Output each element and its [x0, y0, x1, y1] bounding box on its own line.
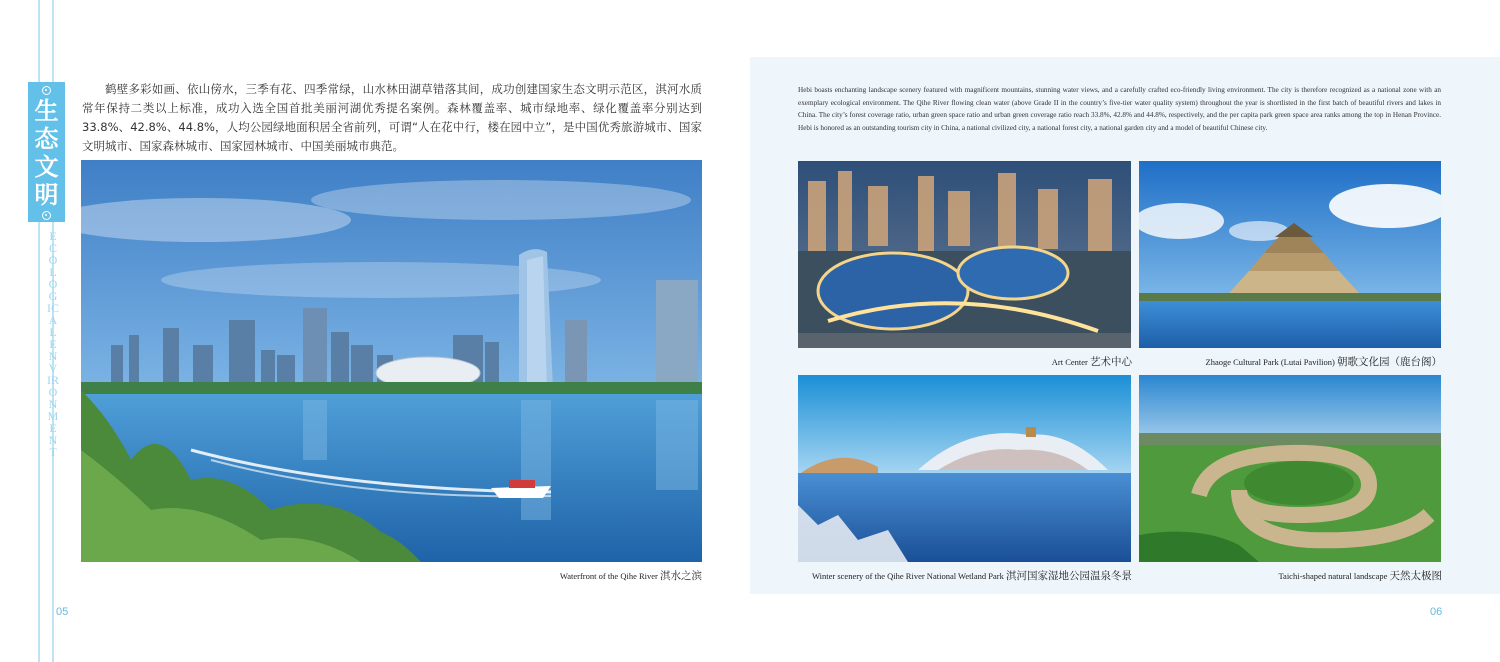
caption-cn: 淇水之滨	[660, 570, 702, 582]
caption-en: Waterfront of the Qihe River	[559, 571, 658, 581]
page-number-right: 06	[1430, 606, 1443, 618]
zhaoge-park-caption	[1206, 354, 1442, 369]
caption-en: Winter scenery of the Qihe River National Wetland Park	[811, 571, 1004, 581]
right-body-text: Hebi boasts enchanting landscape scenery featured with magnificent mountains, stunning water views, and a carefully crafted eco-friendly living environment. The city is therefore recognized as a national zone with an exemplary ecological environment. The Qihe River flowing clean water (above Grade II in the country’s five-tier water quality system) throughout the year is shortlisted in the first batch of beautiful rivers and lakes in China. The city’s forest coverage ratio, urban green space ratio and urban green coverage ratio reach 33.8%, 42.8% and 44.8%, respectively, and the per capita park green space area ranks among the top in Henan Province. Hebi is honored as an outstanding tourism city in China, a national civilized city, a national forest city, a national garden city and a model of beautiful Chinese city.	[798, 86, 1441, 133]
taichi-landscape-caption	[1278, 568, 1442, 583]
waterfront-photo	[81, 160, 702, 562]
caption-en: Zhaoge Cultural Park (Lutai Pavilion)	[1205, 357, 1335, 367]
caption-cn: 天然太极图	[1389, 570, 1442, 582]
caption-en: Taichi-shaped natural landscape	[1278, 571, 1388, 581]
ring-icon	[42, 86, 51, 95]
wetland-winter-photo	[798, 375, 1131, 562]
section-tab	[28, 82, 65, 222]
left-body-text: 鹤壁多彩如画、依山傍水，三季有花、四季常绿，山水林田湖草错落其间，成功创建国家生态文明示范区，淇河水质常年保持二类以上标准，成功入选全国首批美丽河湖优秀提名案例。森林覆盖率、城市绿地率、绿化覆盖率分别达到33.8%、42.8%、44.8%，人均公园绿地面积居全省前列，可谓“人在花中行，楼在园中立”，是中国优秀旅游城市、国家文明城市、国家森林城市、国家园林城市、中国美丽城市典范。	[82, 82, 702, 153]
caption-cn: 艺术中心	[1090, 356, 1132, 368]
zhaoge-park-photo	[1139, 161, 1441, 348]
caption-cn: 朝歌文化园（鹿台阁）	[1337, 356, 1442, 368]
section-title: 生态文明	[34, 96, 59, 209]
section-subtitle-en: ECOLOGICAL ENVIRONMENT	[47, 229, 59, 459]
waterfront-caption	[560, 568, 702, 583]
art-center-caption	[1052, 354, 1132, 369]
caption-cn: 淇河国家湿地公园温泉冬景	[1006, 570, 1132, 582]
art-center-photo	[798, 161, 1131, 348]
caption-en: Art Center	[1051, 357, 1088, 367]
taichi-landscape-photo	[1139, 375, 1441, 562]
wetland-winter-caption	[812, 568, 1132, 583]
page-number-left: 05	[56, 606, 69, 618]
ring-icon	[42, 211, 51, 220]
